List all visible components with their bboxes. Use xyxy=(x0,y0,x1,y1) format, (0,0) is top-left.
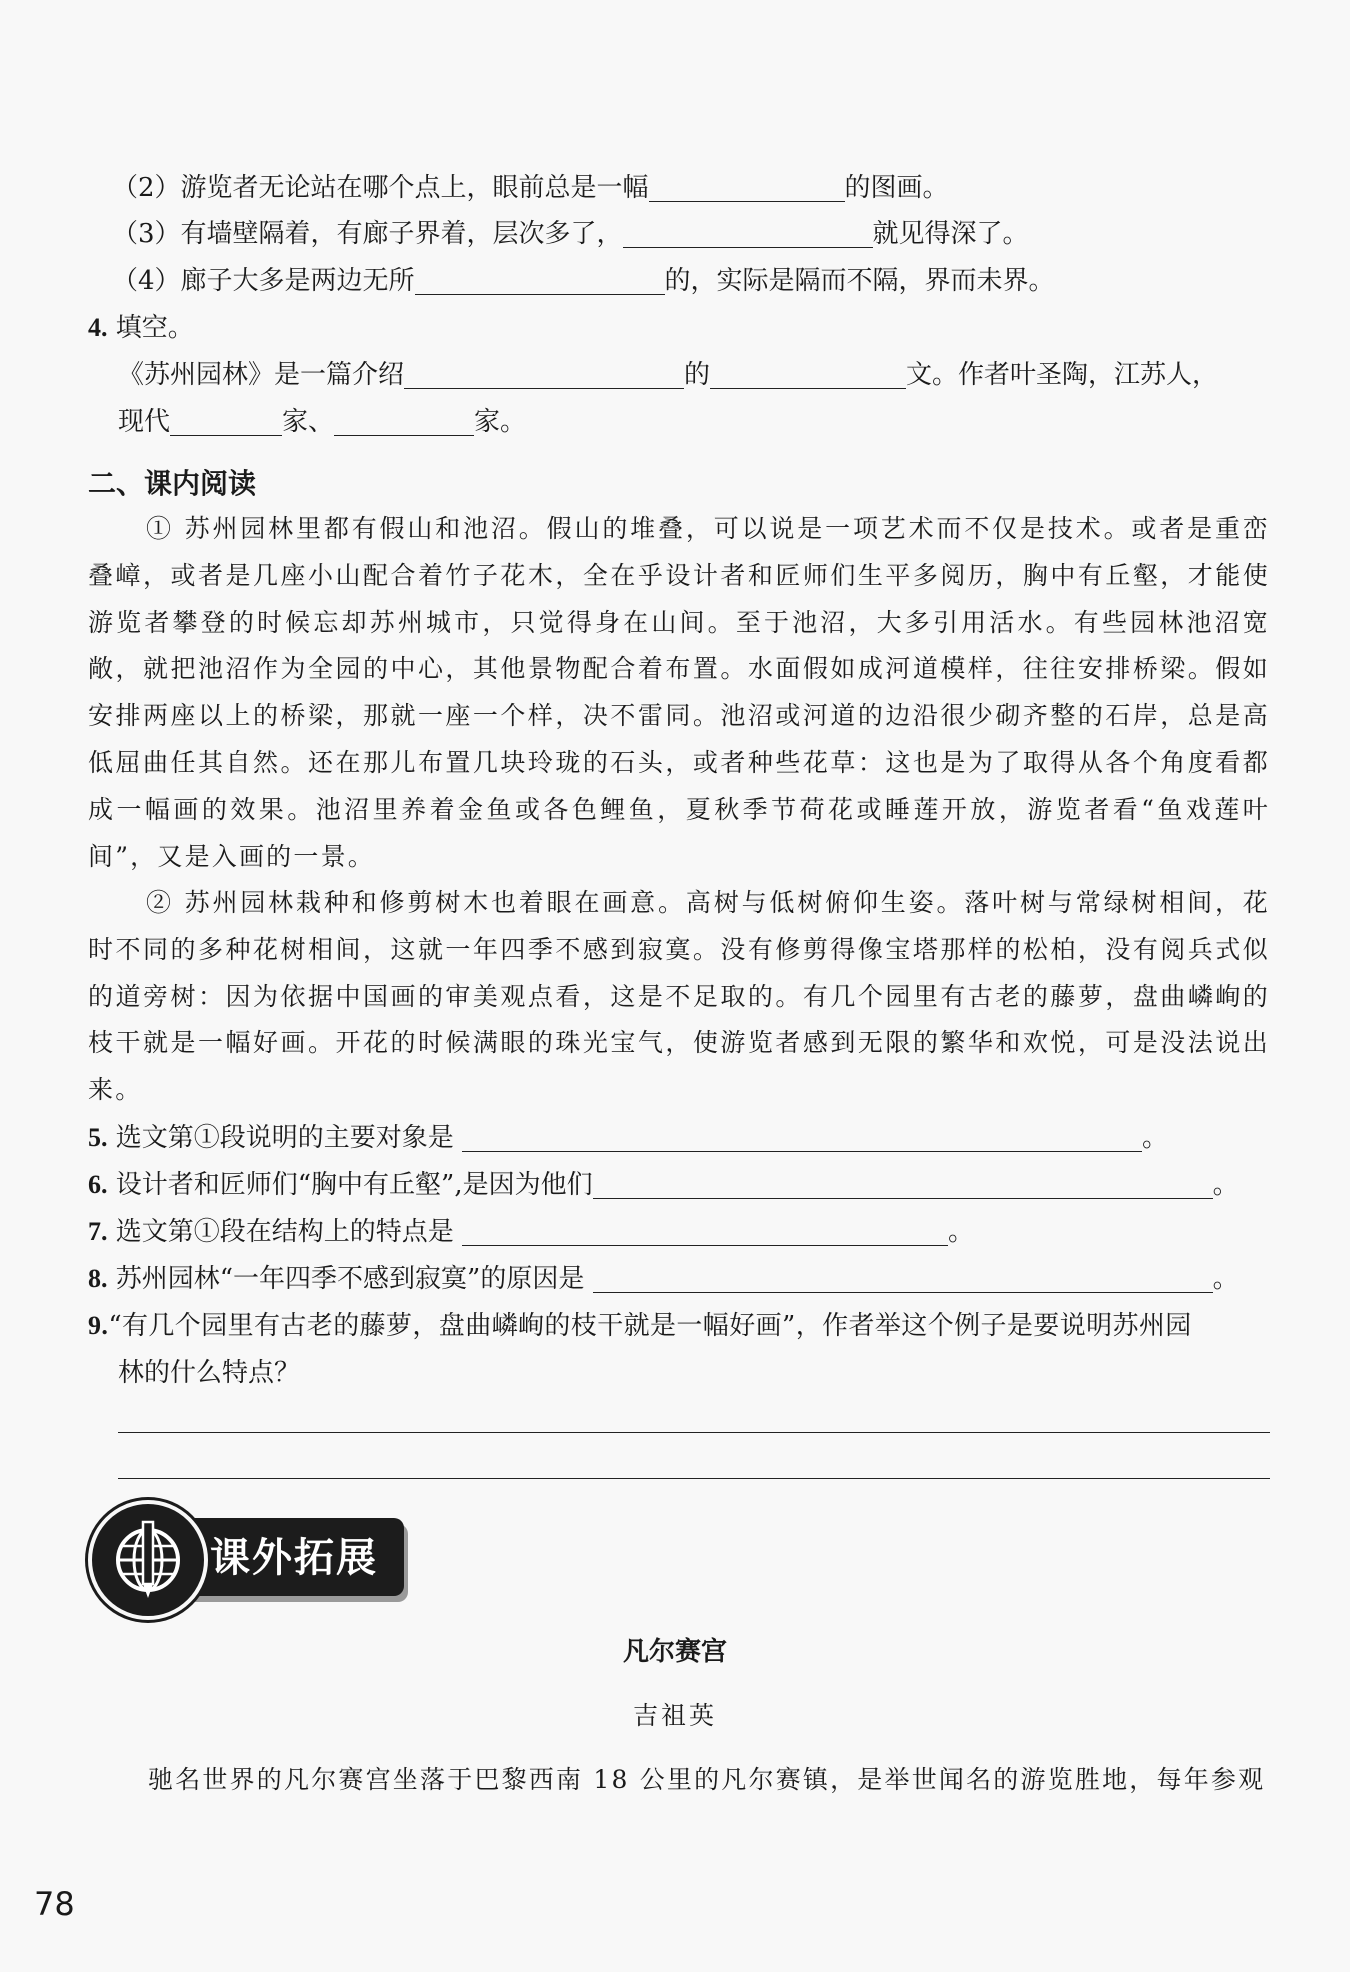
question-9-continued: 林的什么特点？ xyxy=(118,1358,301,1388)
extension-banner xyxy=(88,1500,404,1618)
answer-blank[interactable] xyxy=(649,173,845,202)
article-title: 凡尔赛宫 xyxy=(622,1637,727,1667)
answer-blank[interactable] xyxy=(170,407,282,436)
answer-blank[interactable] xyxy=(593,1170,1213,1199)
answer-blank[interactable] xyxy=(404,360,684,389)
question-6: 6. 设计者和匠师们“胸中有丘壑”,是因为他们 。 xyxy=(88,1170,1239,1200)
question-3-4: （4）廊子大多是两边无所 的，实际是隔而不隔，界而未界。 xyxy=(112,266,1055,296)
banner-title: 课外拓展 xyxy=(210,1535,378,1581)
answer-blank[interactable] xyxy=(462,1123,1142,1152)
answer-blank[interactable] xyxy=(593,1264,1213,1293)
question-4-line-2: 现代 家、 家。 xyxy=(118,407,527,437)
question-4-label: 4. 填空。 xyxy=(88,313,194,343)
answer-blank[interactable] xyxy=(710,360,906,389)
question-5: 5. 选文第①段说明的主要对象是 。 xyxy=(88,1123,1169,1153)
answer-blank[interactable] xyxy=(462,1217,948,1246)
reading-paragraph-2: ② 苏州园林栽种和修剪树木也着眼在画意。高树与低树俯仰生姿。落叶树与常绿树相间，花时不同的多种花树相间，这就一年四季不感到寂寞。没有修剪得像宝塔那样的松柏，没有阅兵式似的道旁树：因为依据中国画的审美观点看，这是不足取的。有几个园里有古老的藤萝，盘曲嶙峋的枝干就是一幅好画。开花的时候满眼的珠光宝气，使游览者感到无限的繁华和欢悦，可是没法说出来。 xyxy=(88,888,1270,1105)
answer-blank[interactable] xyxy=(415,266,665,295)
answer-line[interactable] xyxy=(118,1432,1270,1433)
answer-line[interactable] xyxy=(118,1478,1270,1479)
question-3-2: （2）游览者无论站在哪个点上，眼前总是一幅 的图画。 xyxy=(112,173,949,203)
answer-blank[interactable] xyxy=(623,219,873,248)
question-9: 9.“有几个园里有古老的藤萝，盘曲嶙峋的枝干就是一幅好画”，作者举这个例子是要说明苏州园 xyxy=(88,1311,1192,1341)
question-3-3: （3）有墙壁隔着，有廊子界着，层次多了， 就见得深了。 xyxy=(112,219,1029,249)
question-8: 8. 苏州园林“一年四季不感到寂寞”的原因是 。 xyxy=(88,1264,1239,1294)
section-heading: 二、课内阅读 xyxy=(88,467,257,500)
answer-blank[interactable] xyxy=(334,407,474,436)
page-number: 78 xyxy=(34,1885,75,1923)
question-4-line-1: 《苏州园林》是一篇介绍 的 文。作者叶圣陶，江苏人， xyxy=(118,360,1219,390)
globe-pen-icon xyxy=(88,1500,208,1620)
reading-paragraph-1: ① 苏州园林里都有假山和池沼。假山的堆叠，可以说是一项艺术而不仅是技术。或者是重峦叠嶂，或者是几座小山配合着竹子花木，全在乎设计者和匠师们生平多阅历，胸中有丘壑，才能使游览者攀登的时候忘却苏州城市，只觉得身在山间。至于池沼，大多引用活水。有些园林池沼宽敞，就把池沼作为全园的中心，其他景物配合着布置。水面假如成河道模样，往往安排桥梁。假如安排两座以上的桥梁，那就一座一个样，决不雷同。池沼或河道的边沿很少砌齐整的石岸，总是高低屈曲任其自然。还在那儿布置几块玲珑的石头，或者种些花草：这也是为了取得从各个角度看都成一幅画的效果。池沼里养着金鱼或各色鲤鱼，夏秋季节荷花或睡莲开放，游览者看“鱼戏莲叶间”，又是入画的一景。 xyxy=(88,514,1270,871)
article-first-line: 驰名世界的凡尔赛宫坐落于巴黎西南 18 公里的凡尔赛镇，是举世闻名的游览胜地，每年参观 xyxy=(148,1765,1266,1794)
article-author: 吉祖英 xyxy=(632,1701,717,1730)
question-7: 7. 选文第①段在结构上的特点是 。 xyxy=(88,1217,975,1247)
